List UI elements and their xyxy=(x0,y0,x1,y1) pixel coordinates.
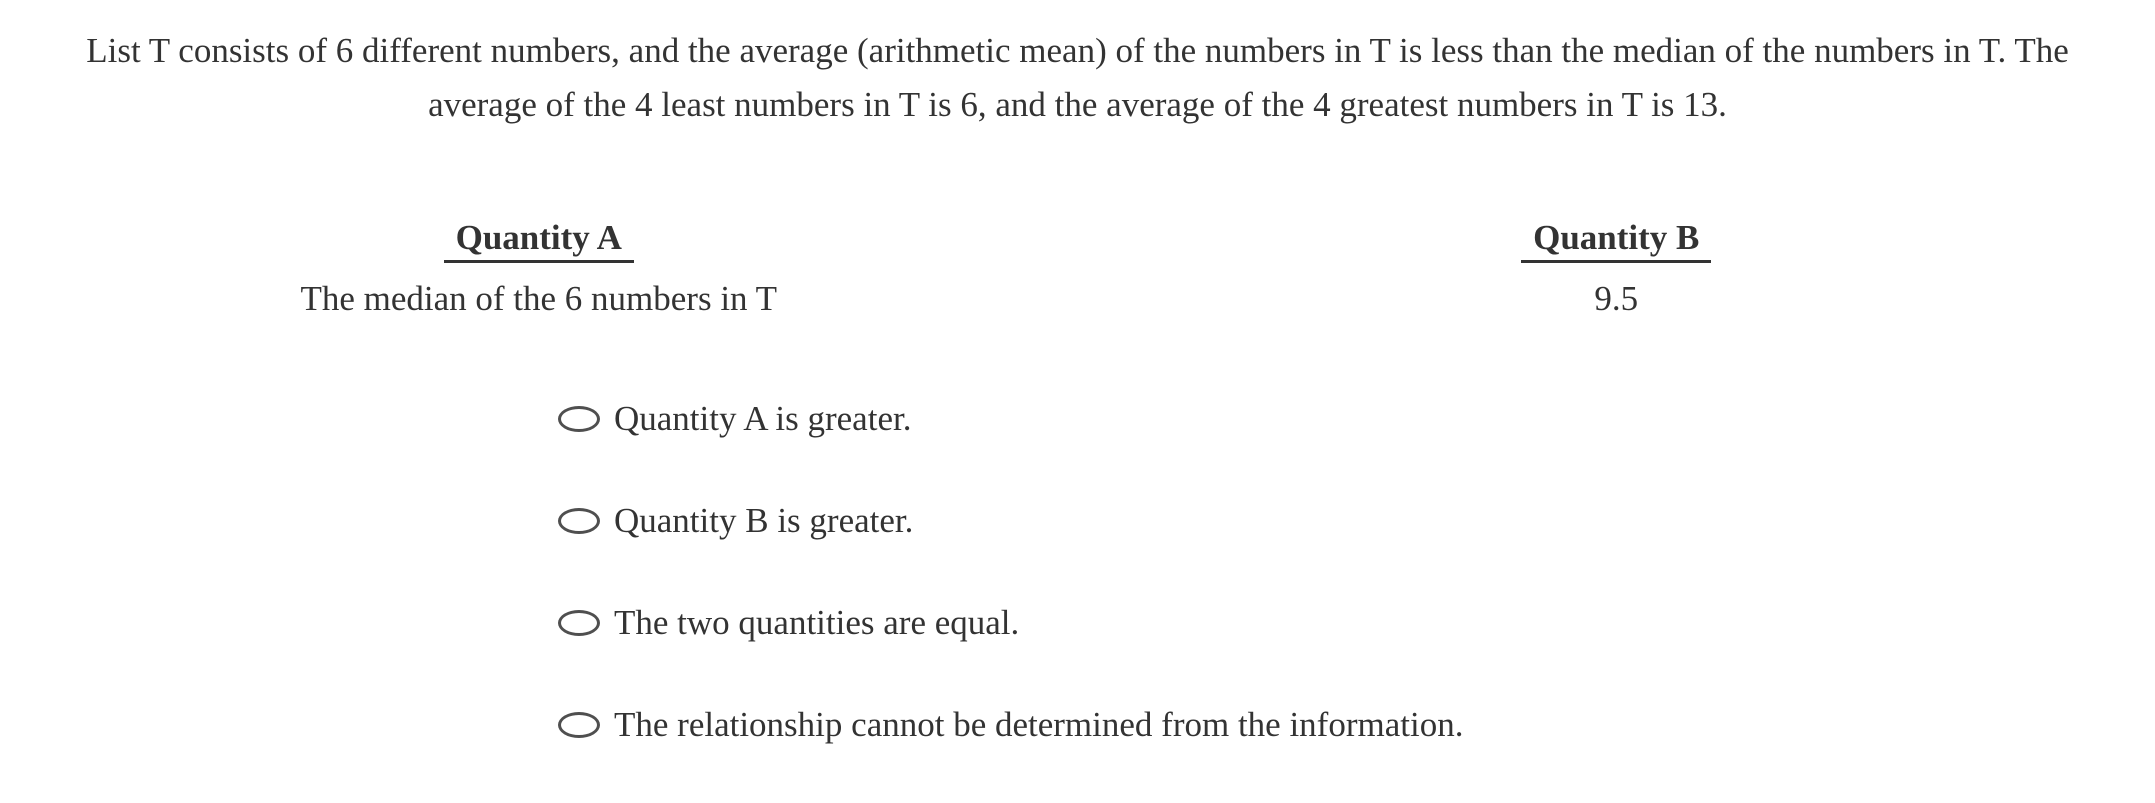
quantity-a-value: The median of the 6 numbers in T xyxy=(300,279,778,318)
answer-option[interactable] xyxy=(558,603,2155,643)
answer-option[interactable] xyxy=(558,705,2155,745)
answer-option[interactable] xyxy=(558,399,2155,439)
answer-option-label[interactable]: The two quantities are equal. xyxy=(614,603,1020,642)
answer-option-label[interactable]: Quantity B is greater. xyxy=(614,501,914,540)
radio-button-icon[interactable] xyxy=(558,406,600,432)
quantity-b-header: Quantity B xyxy=(1521,218,1711,263)
answer-options xyxy=(558,399,2155,745)
radio-button-icon[interactable] xyxy=(558,712,600,738)
quantity-a-header: Quantity A xyxy=(444,218,634,263)
answer-option[interactable] xyxy=(558,501,2155,541)
radio-button-icon[interactable] xyxy=(558,508,600,534)
quantity-b-value: 9.5 xyxy=(1594,279,1639,318)
answer-option-label[interactable]: The relationship cannot be determined from the information. xyxy=(614,705,1464,744)
question-prompt: List T consists of 6 different numbers, and the average (arithmetic mean) of the numbers in T is less than the median of the numbers in T. The average of the 4 least numbers in T is 6, and the average of the 4 greatest numbers in T is 13. xyxy=(86,31,2069,124)
comparison-row xyxy=(0,218,2155,319)
answer-option-label[interactable]: Quantity A is greater. xyxy=(614,399,912,438)
quantity-a-column xyxy=(0,218,1078,319)
radio-button-icon[interactable] xyxy=(558,610,600,636)
quantity-b-column xyxy=(1078,218,2155,319)
